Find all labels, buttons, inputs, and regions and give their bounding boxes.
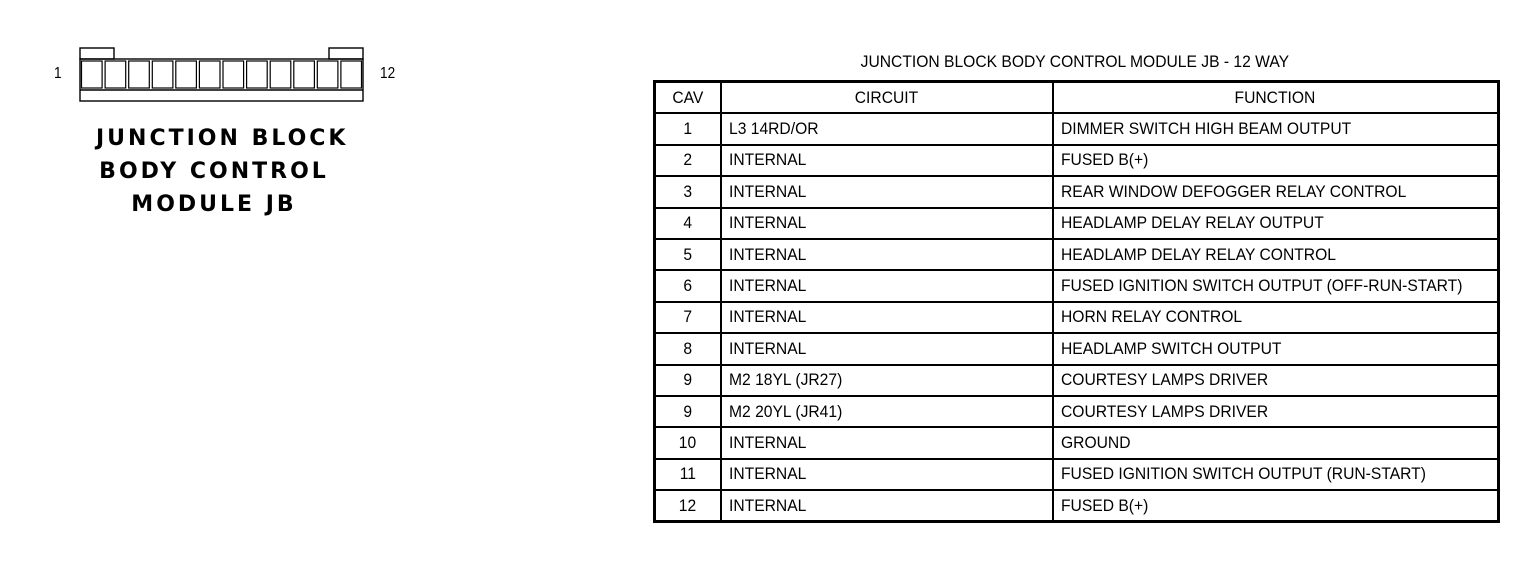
cav-cell: 8 xyxy=(655,333,721,364)
table-row xyxy=(655,365,1499,396)
connector-housing xyxy=(80,59,363,101)
cav-cell: 5 xyxy=(655,239,721,270)
circuit-cell: INTERNAL xyxy=(721,270,1053,301)
table-title xyxy=(653,52,1497,72)
cav-cell: 9 xyxy=(655,365,721,396)
connector-right-tab xyxy=(329,48,363,59)
circuit-cell: INTERNAL xyxy=(721,302,1053,333)
function-cell: REAR WINDOW DEFOGGER RELAY CONTROL xyxy=(1053,176,1499,207)
connector-cavities xyxy=(82,61,362,88)
table-row xyxy=(655,208,1499,239)
cav-cell: 9 xyxy=(655,396,721,427)
function-cell: COURTESY LAMPS DRIVER xyxy=(1053,396,1499,427)
table-header-row xyxy=(655,82,1499,114)
table-row xyxy=(655,176,1499,207)
table-row xyxy=(655,145,1499,176)
cavity-5 xyxy=(176,61,197,88)
function-cell: HEADLAMP DELAY RELAY OUTPUT xyxy=(1053,208,1499,239)
connector-left-tab xyxy=(80,48,114,59)
cav-cell: 12 xyxy=(655,490,721,522)
cavity-3 xyxy=(129,61,150,88)
cav-cell: 6 xyxy=(655,270,721,301)
circuit-cell: INTERNAL xyxy=(721,239,1053,270)
function-cell: FUSED IGNITION SWITCH OUTPUT (OFF-RUN-START) xyxy=(1053,270,1499,301)
circuit-cell: INTERNAL xyxy=(721,145,1053,176)
table-row xyxy=(655,427,1499,458)
cavity-4 xyxy=(152,61,173,88)
table-row xyxy=(655,302,1499,333)
function-cell: GROUND xyxy=(1053,427,1499,458)
circuit-cell: INTERNAL xyxy=(721,176,1053,207)
cavity-6 xyxy=(199,61,220,88)
cav-cell: 4 xyxy=(655,208,721,239)
function-cell: FUSED B(+) xyxy=(1053,490,1499,522)
cavity-9 xyxy=(270,61,291,88)
circuit-cell: INTERNAL xyxy=(721,490,1053,522)
circuit-cell: INTERNAL xyxy=(721,427,1053,458)
function-cell: HEADLAMP DELAY RELAY CONTROL xyxy=(1053,239,1499,270)
pin-12-label: 12 xyxy=(380,65,396,82)
table-row xyxy=(655,239,1499,270)
header-circuit: CIRCUIT xyxy=(721,82,1053,114)
circuit-cell: L3 14RD/OR xyxy=(721,113,1053,144)
cavity-11 xyxy=(317,61,338,88)
function-cell: DIMMER SWITCH HIGH BEAM OUTPUT xyxy=(1053,113,1499,144)
circuit-cell: INTERNAL xyxy=(721,208,1053,239)
connector-name xyxy=(96,122,349,221)
connector-name-line-3: MODULE JB xyxy=(131,192,297,217)
table-row xyxy=(655,113,1499,144)
cav-cell: 1 xyxy=(655,113,721,144)
function-cell: HEADLAMP SWITCH OUTPUT xyxy=(1053,333,1499,364)
cavity-8 xyxy=(247,61,268,88)
function-cell: COURTESY LAMPS DRIVER xyxy=(1053,365,1499,396)
header-cav: CAV xyxy=(655,82,721,114)
circuit-cell: INTERNAL xyxy=(721,459,1053,490)
table-title-text: JUNCTION BLOCK BODY CONTROL MODULE JB - 12 WAY xyxy=(860,52,1290,71)
header-function: FUNCTION xyxy=(1053,82,1499,114)
circuit-cell: INTERNAL xyxy=(721,333,1053,364)
cavity-12 xyxy=(341,61,362,88)
pin-1-label: 1 xyxy=(54,65,62,82)
function-cell: FUSED IGNITION SWITCH OUTPUT (RUN-START) xyxy=(1053,459,1499,490)
cavity-7 xyxy=(223,61,244,88)
cav-cell: 10 xyxy=(655,427,721,458)
cav-cell: 11 xyxy=(655,459,721,490)
cavity-2 xyxy=(105,61,126,88)
connector-diagram xyxy=(0,0,400,110)
table-row xyxy=(655,459,1499,490)
table-row xyxy=(655,490,1499,522)
table-row xyxy=(655,396,1499,427)
cav-cell: 3 xyxy=(655,176,721,207)
function-cell: HORN RELAY CONTROL xyxy=(1053,302,1499,333)
cavity-10 xyxy=(294,61,315,88)
table-row xyxy=(655,333,1499,364)
connector-name-line-1: JUNCTION BLOCK xyxy=(96,126,349,151)
connector-name-line-2: BODY CONTROL xyxy=(99,159,329,184)
function-cell: FUSED B(+) xyxy=(1053,145,1499,176)
cav-cell: 2 xyxy=(655,145,721,176)
circuit-cell: M2 18YL (JR27) xyxy=(721,365,1053,396)
table-row xyxy=(655,270,1499,301)
circuit-cell: M2 20YL (JR41) xyxy=(721,396,1053,427)
cavity-1 xyxy=(82,61,103,88)
cav-cell: 7 xyxy=(655,302,721,333)
pinout-table xyxy=(653,80,1500,523)
